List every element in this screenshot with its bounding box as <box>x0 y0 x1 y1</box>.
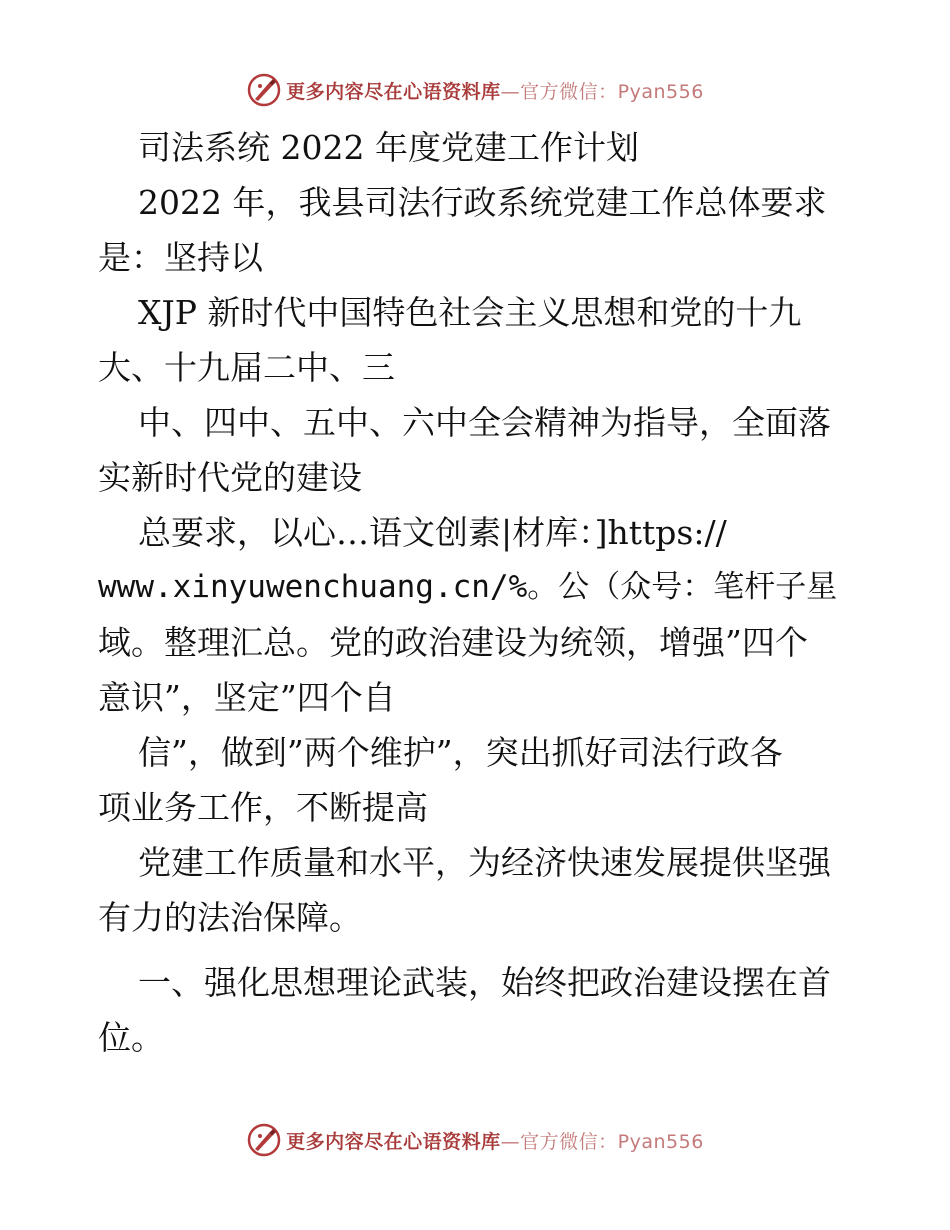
watermark-text: 更多内容尽在心语资料库—官方微信：Pyan556 <box>286 1130 704 1153</box>
text-line: 域。整理汇总。党的政治建设为统领，增强”四个 <box>98 623 808 662</box>
text-line: 是：坚持以 <box>98 238 263 277</box>
text-line: 中、四中、五中、六中全会精神为指导，全面落 <box>138 403 831 442</box>
text-line: XJP 新时代中国特色社会主义思想和党的十九 <box>138 293 802 332</box>
text-line: 位。 <box>98 1018 164 1057</box>
text-line: 实新时代党的建设 <box>98 458 362 497</box>
text-line: 2022 年，我县司法行政系统党建工作总体要求 <box>138 183 827 222</box>
text-line: 项业务工作，不断提高 <box>98 788 428 827</box>
header-watermark-banner <box>0 70 950 110</box>
text-line: 信”，做到”两个维护”，突出抓好司法行政各 <box>138 733 783 772</box>
text-line: 大、十九届二中、三 <box>98 348 395 387</box>
pen-circle-logo-icon <box>246 72 282 108</box>
text-line: 有力的法治保障。 <box>98 898 362 937</box>
text-line: 党建工作质量和水平，为经济快速发展提供坚强 <box>138 843 831 882</box>
footer-watermark-banner <box>0 1120 950 1160</box>
document-title: 司法系统 2022 年度党建工作计划 <box>138 128 639 167</box>
text-line: 总要求，以心…语文创素|材库：]https:// <box>138 513 727 552</box>
text-line: 意识”，坚定”四个自 <box>98 678 396 717</box>
document-body <box>98 120 858 1065</box>
pen-circle-logo-icon <box>246 1122 282 1158</box>
watermark-text: 更多内容尽在心语资料库—官方微信：Pyan556 <box>286 80 704 103</box>
section-heading: 一、强化思想理论武装，始终把政治建设摆在首 <box>138 963 831 1002</box>
text-line: www.xinyuwenchuang.cn/%。公（众号：笔杆子星 <box>98 569 838 605</box>
